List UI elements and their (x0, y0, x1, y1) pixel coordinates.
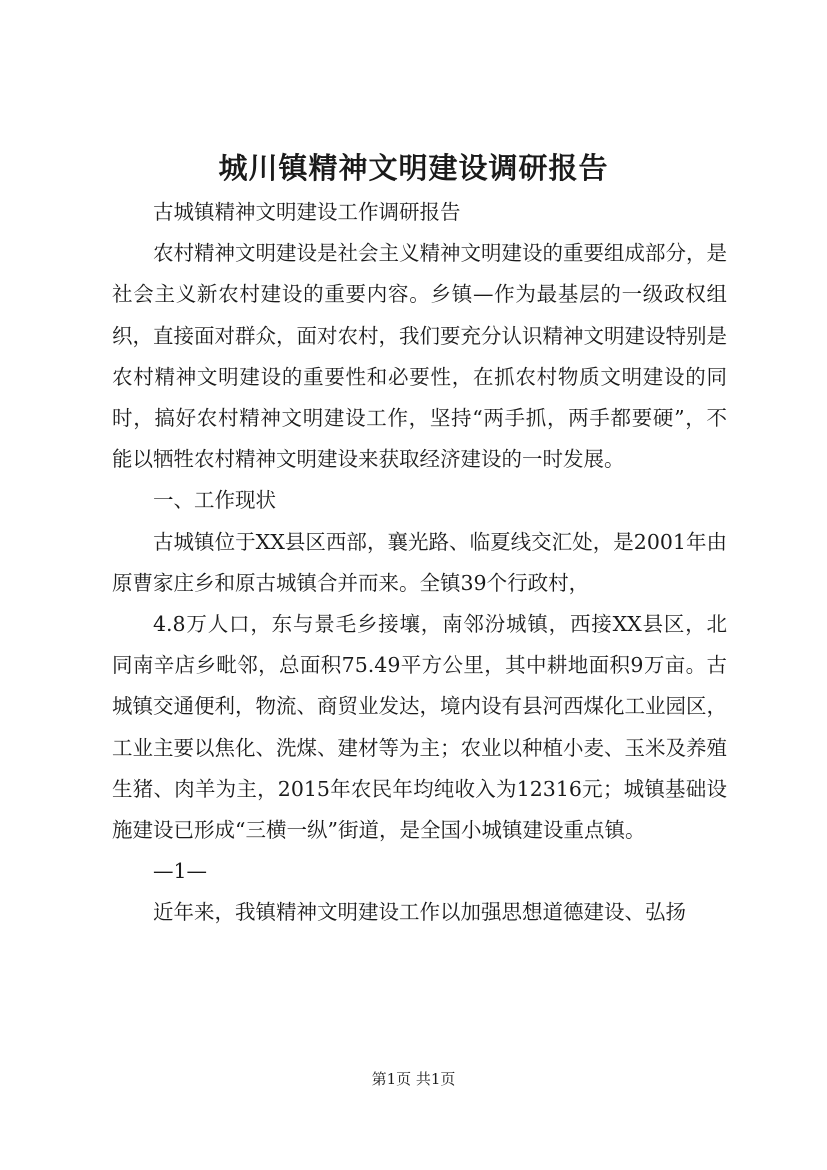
page-marker: —1— (153, 859, 208, 884)
page-title: 城川镇精神文明建设调研报告 (218, 151, 609, 185)
paragraph-recent: 近年来，我镇精神文明建设工作以加强思想道德建设、弘扬 (153, 900, 686, 925)
page-footer: 第1页 共1页 (371, 1070, 456, 1088)
document-body (112, 192, 727, 934)
paragraph-subtitle: 古城镇精神文明建设工作调研报告 (153, 200, 461, 224)
paragraph-location: 古城镇位于XX县区西部，襄光路、临夏线交汇处，是2001年由原曹家庄乡和原古城镇合并而来。全镇39个行政村， (112, 529, 727, 595)
section-heading: 一、工作现状 (153, 488, 276, 513)
paragraph-intro: 农村精神文明建设是社会主义精神文明建设的重要组成部分，是社会主义新农村建设的重要内容。乡镇—作为最基层的一级政权组织，直接面对群众，面对农村，我们要充分认识精神文明建设特别是农村精神文明建设的重要性和必要性，在抓农村物质文明建设的同时，搞好农村精神文明建设工作，坚持“两手抓，两手都要硬”，不能以牺牲农村精神文明建设来获取经济建设的一时发展。 (112, 241, 727, 472)
paragraph-overview: 4.8万人口，东与景毛乡接壤，南邻汾城镇，西接XX县区，北同南辛店乡毗邻，总面积75.49平方公里，其中耕地面积9万亩。古城镇交通便利，物流、商贸业发达，境内设有县河西煤化工业园区，工业主要以焦化、洗煤、建材等为主；农业以种植小麦、玉米及养殖生猪、肉羊为主，2015年农民年均纯收入为12316元；城镇基础设施建设已形成“三横一纵”街道，是全国小城镇建设重点镇。 (112, 612, 727, 843)
